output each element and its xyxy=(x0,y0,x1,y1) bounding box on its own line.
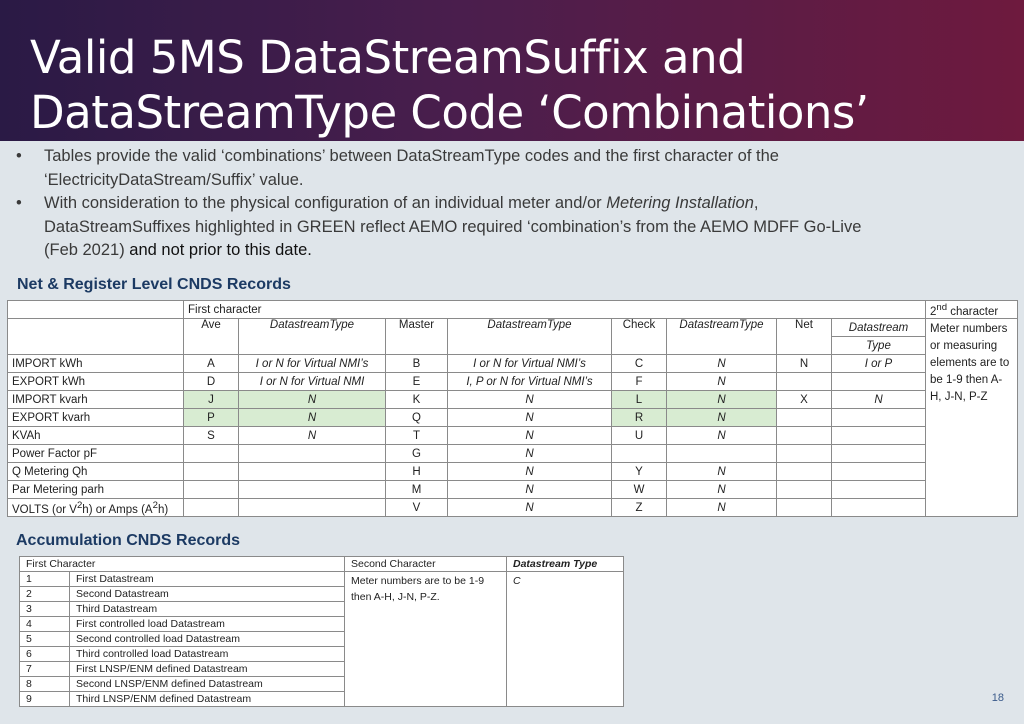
column-header-check: Check xyxy=(612,319,667,355)
row-description: Third LNSP/ENM defined Datastream xyxy=(70,692,345,707)
datastream-type-cell xyxy=(832,499,926,517)
datastream-type-cell xyxy=(239,463,386,481)
master-cell: Q xyxy=(386,409,448,427)
title-line-2: DataStreamType Code ‘Combinations’ xyxy=(30,86,869,139)
slide-title xyxy=(30,30,869,140)
metering-installation-term: Metering Installation xyxy=(606,194,754,212)
table-row xyxy=(8,463,1018,481)
datastream-type-cell-highlighted: N xyxy=(667,409,777,427)
column-header-datastream-type: DatastreamType xyxy=(239,319,386,355)
net-cell xyxy=(777,373,832,391)
column-header-datastream-type: DatastreamType xyxy=(667,319,777,355)
row-label: EXPORT kWh xyxy=(8,373,184,391)
column-header-datastream-type: Datastream Type xyxy=(507,557,624,572)
datastream-type-cell xyxy=(832,445,926,463)
ave-cell: S xyxy=(184,427,239,445)
table-row xyxy=(8,409,1018,427)
master-cell: B xyxy=(386,355,448,373)
row-number: 6 xyxy=(20,647,70,662)
row-description: First Datastream xyxy=(70,572,345,587)
net-cell xyxy=(777,463,832,481)
datastream-type-cell: I or N for Virtual NMI’s xyxy=(448,355,612,373)
table-row xyxy=(8,391,1018,409)
volts-label-part: h) or Amps (A xyxy=(82,503,153,516)
column-header-ave: Ave xyxy=(184,319,239,355)
net-cell xyxy=(777,481,832,499)
row-label: EXPORT kvarh xyxy=(8,409,184,427)
second-char-sup: nd xyxy=(936,301,948,313)
ave-cell xyxy=(184,463,239,481)
page-number: 18 xyxy=(991,692,1004,704)
net-cell xyxy=(777,445,832,463)
master-cell: V xyxy=(386,499,448,517)
datastream-type-cell: I, P or N for Virtual NMI’s xyxy=(448,373,612,391)
second-char-num: 2 xyxy=(930,305,937,318)
table-row xyxy=(8,355,1018,373)
row-description: Second Datastream xyxy=(70,587,345,602)
bullet-2-emphasis: and not prior to this date. xyxy=(129,241,312,259)
datastream-type-cell: I or N for Virtual NMI xyxy=(239,373,386,391)
row-label: Q Metering Qh xyxy=(8,463,184,481)
bullet-2-line-2: DataStreamSuffixes highlighted in GREEN reflect AEMO required ‘combination’s from the AEMO MDFF Go-Live xyxy=(44,217,862,236)
datastream-type-cell: N xyxy=(667,499,777,517)
check-cell: Y xyxy=(612,463,667,481)
row-label-volts-amps xyxy=(8,499,184,517)
table-row xyxy=(8,427,1018,445)
check-cell-highlighted: L xyxy=(612,391,667,409)
row-label: Power Factor pF xyxy=(8,445,184,463)
datastream-type-cell-highlighted: N xyxy=(239,409,386,427)
row-label: Par Metering parh xyxy=(8,481,184,499)
net-register-table xyxy=(7,300,1018,517)
datastream-type-cell-highlighted: N xyxy=(667,391,777,409)
bullet-1-line-2: ‘ElectricityDataStream/Suffix’ value. xyxy=(44,170,304,189)
check-cell: C xyxy=(612,355,667,373)
volts-label-part: h) xyxy=(157,503,169,516)
check-cell xyxy=(612,445,667,463)
datastream-type-cell xyxy=(832,409,926,427)
table-row xyxy=(8,373,1018,391)
bullet-2-line-3: (Feb 2021) xyxy=(44,241,130,259)
datastream-type-cell xyxy=(667,445,777,463)
row-label: IMPORT kWh xyxy=(8,355,184,373)
datastream-type-cell: N xyxy=(667,373,777,391)
column-header-datastream-type-line-1: Datastream xyxy=(832,319,926,337)
row-number: 8 xyxy=(20,677,70,692)
datastream-type-cell xyxy=(239,481,386,499)
bullet-2 xyxy=(14,192,1004,263)
table-row xyxy=(8,445,1018,463)
first-character-header: First character xyxy=(184,301,926,319)
column-header-net: Net xyxy=(777,319,832,355)
datastream-type-cell: N xyxy=(448,409,612,427)
master-cell: E xyxy=(386,373,448,391)
row-number: 3 xyxy=(20,602,70,617)
accumulation-table xyxy=(19,556,624,707)
net-section-title: Net & Register Level CNDS Records xyxy=(17,276,291,293)
check-cell: F xyxy=(612,373,667,391)
row-description: First controlled load Datastream xyxy=(70,617,345,632)
row-number: 4 xyxy=(20,617,70,632)
datastream-type-cell-highlighted: N xyxy=(239,391,386,409)
master-cell: G xyxy=(386,445,448,463)
datastream-type-cell: N xyxy=(448,463,612,481)
datastream-type-cell: N xyxy=(667,481,777,499)
datastream-type-cell xyxy=(239,499,386,517)
table-cell xyxy=(8,319,184,355)
accumulation-section-title: Accumulation CNDS Records xyxy=(16,532,241,549)
row-number: 1 xyxy=(20,572,70,587)
master-cell: H xyxy=(386,463,448,481)
net-cell: N xyxy=(777,355,832,373)
datastream-type-cell xyxy=(832,463,926,481)
column-header-master: Master xyxy=(386,319,448,355)
table-header-row xyxy=(20,557,624,572)
second-char-rest: character xyxy=(947,305,999,318)
datastream-type-cell: N xyxy=(832,391,926,409)
row-description: Second LNSP/ENM defined Datastream xyxy=(70,677,345,692)
datastream-type-cell: N xyxy=(448,481,612,499)
superscript: 2 xyxy=(152,499,158,511)
ave-cell xyxy=(184,481,239,499)
column-header-first-character: First Character xyxy=(20,557,345,572)
datastream-type-cell: N xyxy=(239,427,386,445)
datastream-type-cell: N xyxy=(448,445,612,463)
table-row xyxy=(20,572,624,587)
second-character-note: Meter numbers are to be 1-9 then A-H, J-N, P-Z. xyxy=(345,572,507,707)
bullet-2-line-1: With consideration to the physical configuration of an individual meter and/or xyxy=(44,194,607,212)
table-row xyxy=(8,301,1018,319)
datastream-type-cell: I or P xyxy=(832,355,926,373)
meter-numbers-note: Meter numbers or measuring elements are to be 1-9 then A-H, J-N, P-Z xyxy=(926,319,1018,517)
check-cell: U xyxy=(612,427,667,445)
bullet-1-line-1: Tables provide the valid ‘combinations’ between DataStreamType codes and the first character of the xyxy=(44,147,779,165)
datastream-type-cell xyxy=(239,445,386,463)
datastream-type-cell: N xyxy=(667,427,777,445)
master-cell: M xyxy=(386,481,448,499)
ave-cell: D xyxy=(184,373,239,391)
datastream-type-cell: N xyxy=(667,463,777,481)
ave-cell-highlighted: J xyxy=(184,391,239,409)
datastream-type-cell xyxy=(832,481,926,499)
table-cell xyxy=(8,301,184,319)
title-banner xyxy=(0,0,1024,141)
second-character-header xyxy=(926,301,1018,319)
datastream-type-value: C xyxy=(507,572,624,707)
bullet-2-comma: , xyxy=(753,194,759,212)
row-number: 5 xyxy=(20,632,70,647)
bullet-1 xyxy=(14,145,1004,192)
ave-cell-highlighted: P xyxy=(184,409,239,427)
ave-cell xyxy=(184,499,239,517)
datastream-type-cell: I or N for Virtual NMI’s xyxy=(239,355,386,373)
datastream-type-cell xyxy=(832,373,926,391)
row-description: Third controlled load Datastream xyxy=(70,647,345,662)
title-line-1: Valid 5MS DataStreamSuffix and xyxy=(30,31,746,84)
column-header-datastream-type: DatastreamType xyxy=(448,319,612,355)
net-cell xyxy=(777,409,832,427)
ave-cell: A xyxy=(184,355,239,373)
row-number: 9 xyxy=(20,692,70,707)
table-row xyxy=(8,499,1018,517)
check-cell-highlighted: R xyxy=(612,409,667,427)
row-label: KVAh xyxy=(8,427,184,445)
row-description: Second controlled load Datastream xyxy=(70,632,345,647)
check-cell: W xyxy=(612,481,667,499)
ave-cell xyxy=(184,445,239,463)
row-description: First LNSP/ENM defined Datastream xyxy=(70,662,345,677)
net-cell xyxy=(777,499,832,517)
table-row xyxy=(8,481,1018,499)
datastream-type-cell: N xyxy=(448,499,612,517)
datastream-type-cell: N xyxy=(448,427,612,445)
row-number: 2 xyxy=(20,587,70,602)
row-number: 7 xyxy=(20,662,70,677)
master-cell: T xyxy=(386,427,448,445)
row-description: Third Datastream xyxy=(70,602,345,617)
datastream-type-cell: N xyxy=(448,391,612,409)
net-cell xyxy=(777,427,832,445)
column-header-second-character: Second Character xyxy=(345,557,507,572)
net-cell: X xyxy=(777,391,832,409)
datastream-type-cell xyxy=(832,427,926,445)
column-header-datastream-type-line-2: Type xyxy=(832,337,926,355)
master-cell: K xyxy=(386,391,448,409)
check-cell: Z xyxy=(612,499,667,517)
datastream-type-cell: N xyxy=(667,355,777,373)
superscript: 2 xyxy=(76,499,83,511)
table-header-row xyxy=(8,319,1018,337)
volts-label-part: VOLTS (or V xyxy=(12,503,77,516)
bullet-list xyxy=(14,145,1004,263)
row-label: IMPORT kvarh xyxy=(8,391,184,409)
